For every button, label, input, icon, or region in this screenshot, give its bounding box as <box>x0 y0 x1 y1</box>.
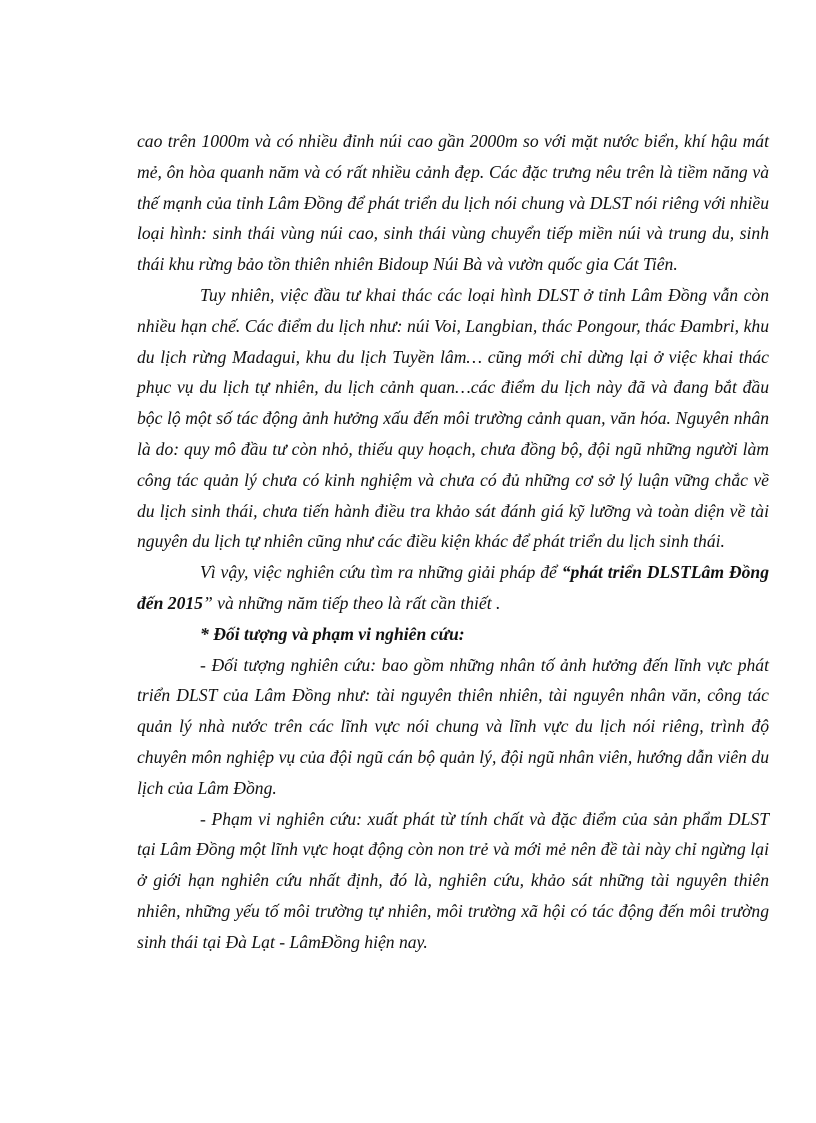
thesis-title: “phát triển DLSTLâm Đồng đến 2015 <box>137 562 769 613</box>
document-body <box>137 126 769 958</box>
paragraph-necessity <box>137 557 769 619</box>
paragraph-limitations: Tuy nhiên, việc đầu tư khai thác các loại hình DLST ở tỉnh Lâm Đồng vẫn còn nhiều hạn chế. Các điểm du lịch như: núi Voi, Langbian, thác Pongour, thác Đambri, khu du lịch rừng Madagui, khu du lịch Tuyền lâm… cũng mới chỉ dừng lại ở việc khai thác phục vụ du lịch tự nhiên, du lịch cảnh quan…các điểm du lịch này đã và đang bắt đầu bộc lộ một số tác động ảnh hưởng xấu đến môi trường cảnh quan, văn hóa. Nguyên nhân là do: quy mô đầu tư còn nhỏ, thiếu quy hoạch, chưa đồng bộ, đội ngũ những người làm công tác quản lý chưa có kinh nghiệm và chưa có đủ những cơ sở lý luận vững chắc về du lịch sinh thái, chưa tiến hành điều tra khảo sát đánh giá kỹ lưỡng và toàn diện về tài nguyên du lịch tự nhiên cũng như các điều kiện khác để phát triển du lịch sinh thái. <box>137 284 769 552</box>
paragraph-research-subject: - Đối tượng nghiên cứu: bao gồm những nhân tố ảnh hưởng đến lĩnh vực phát triển DLST của Lâm Đồng như: tài nguyên thiên nhiên, tài nguyên nhân văn, công tác quản lý nhà nước trên các lĩnh vực nói chung và lĩnh vực du lịch nói riêng, trình độ chuyên môn nghiệp vụ của đội ngũ cán bộ quản lý, đội ngũ nhân viên, hướng dẫn viên du lịch của Lâm Đồng. <box>137 654 769 798</box>
necessity-text-after: ” và những năm tiếp theo là rất cần thiết . <box>202 592 501 613</box>
necessity-text-before: Vì vậy, việc nghiên cứu tìm ra những giải pháp để <box>200 562 562 583</box>
paragraph-research-scope: - Phạm vi nghiên cứu: xuất phát từ tính chất và đặc điểm của sản phẩm DLST tại Lâm Đồng một lĩnh vực hoạt động còn non trẻ và mới mẻ nên đề tài này chỉ ngừng lại ở giới hạn nghiên cứu nhất định, đó là, nghiên cứu, khảo sát những tài nguyên thiên nhiên, những yếu tố môi trường tự nhiên, môi trường xã hội có tác động đến môi trường sinh thái tại Đà Lạt - LâmĐồng hiện nay. <box>137 808 769 952</box>
paragraph-climate: cao trên 1000m và có nhiều đỉnh núi cao gần 2000m so với mặt nước biển, khí hậu mát mẻ, ôn hòa quanh năm và có rất nhiều cảnh đẹp. Các đặc trưng nêu trên là tiềm năng và thế mạnh của tỉnh Lâm Đồng để phát triển du lịch nói chung và DLST nói riêng với nhiều loại hình: sinh thái vùng núi cao, sinh thái vùng chuyển tiếp miền núi và trung du, sinh thái khu rừng bảo tồn thiên nhiên Bidoup Núi Bà và vườn quốc gia Cát Tiên. <box>137 131 769 275</box>
section-heading: * Đối tượng và phạm vi nghiên cứu: <box>200 623 465 644</box>
